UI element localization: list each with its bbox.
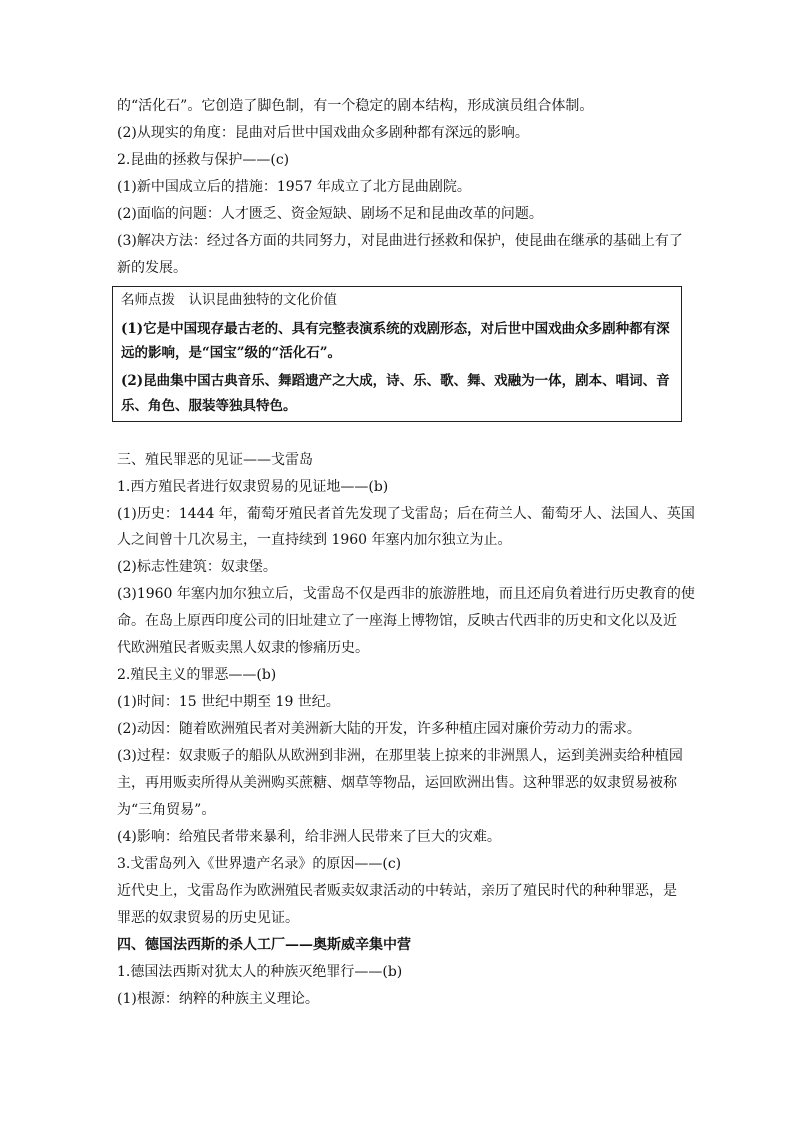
text-line: (1)时间：15 世纪中期至 19 世纪。: [117, 694, 340, 710]
tip-box-line: 远的影响，是“国宝”级的“活化石”。: [121, 345, 342, 361]
section-heading: 1.德国法西斯对犹太人的种族灭绝罪行——(b): [117, 964, 403, 980]
section-heading: 1.西方殖民者进行奴隶贸易的见证地——(b): [117, 479, 389, 495]
text-line: 代欧洲殖民者贩卖黑人奴隶的惨痛历史。: [117, 640, 369, 656]
text-line: (2)标志性建筑：奴隶堡。: [117, 559, 277, 575]
text-line: (1)新中国成立后的措施：1957 年成立了北方昆曲剧院。: [117, 179, 471, 195]
section-heading: 2.殖民主义的罪恶——(b): [117, 667, 277, 683]
text-line: 的“活化石”。它创造了脚色制，有一个稳定的剧本结构，形成演员组合体制。: [117, 98, 594, 114]
text-line: 人之间曾十几次易主，一直持续到 1960 年塞内加尔独立为止。: [117, 532, 512, 548]
text-line: (1)历史：1444 年，葡萄牙殖民者首先发现了戈雷岛；后在荷兰人、葡萄牙人、法国人、英国: [117, 506, 695, 522]
text-line: (1)根源：纳粹的种族主义理论。: [117, 991, 319, 1007]
section-heading: 3.戈雷岛列入《世界遗产名录》的原因——(c): [117, 856, 402, 872]
teacher-tip-box: [112, 286, 682, 422]
text-line: (2)动因：随着欧洲殖民者对美洲新大陆的开发，许多种植庄园对廉价劳动力的需求。: [117, 721, 641, 737]
text-line: (2)从现实的角度：昆曲对后世中国戏曲众多剧种都有深远的影响。: [117, 125, 529, 141]
tip-box-line: (2)昆曲集中国古典音乐、舞蹈遗产之大成，诗、乐、歌、舞、戏融为一体，剧本、唱词、音: [121, 373, 670, 389]
chapter-heading: 四、德国法西斯的杀人工厂——奥斯威辛集中营: [117, 937, 411, 953]
text-line: 近代史上，戈雷岛作为欧洲殖民者贩卖奴隶活动的中转站，亲历了殖民时代的种种罪恶，是: [117, 883, 677, 899]
text-line: 新的发展。: [117, 260, 187, 276]
tip-box-line: 乐、角色、服装等独具特色。: [121, 398, 297, 414]
text-line: (2)面临的问题：人才匮乏、资金短缺、剧场不足和昆曲改革的问题。: [117, 206, 543, 222]
text-line: (3)1960 年塞内加尔独立后，戈雷岛不仅是西非的旅游胜地，而且还肩负着进行历史教育的使: [117, 586, 695, 602]
text-line: 命。在岛上原西印度公司的旧址建立了一座海上博物馆，反映古代西非的历史和文化以及近: [117, 613, 677, 629]
chapter-heading: 三、殖民罪恶的见证——戈雷岛: [117, 452, 313, 468]
tip-box-line: (1)它是中国现存最古老的、具有完整表演系统的戏剧形态，对后世中国戏曲众多剧种都有深: [121, 321, 670, 337]
text-line: 为“三角贸易”。: [117, 802, 216, 818]
section-heading: 2.昆曲的拯救与保护——(c): [117, 152, 290, 168]
text-line: 主，再用贩卖所得从美洲购买蔗糖、烟草等物品，运回欧洲出售。这种罪恶的奴隶贸易被称: [117, 775, 677, 791]
text-line: 罪恶的奴隶贸易的历史见证。: [117, 910, 299, 926]
tip-box-title: 名师点拨 认识昆曲独特的文化价值: [121, 292, 337, 308]
text-line: (3)解决方法：经过各方面的共同努力，对昆曲进行拯救和保护，使昆曲在继承的基础上有了: [117, 233, 683, 249]
text-line: (3)过程：奴隶贩子的船队从欧洲到非洲，在那里装上掠来的非洲黑人，运到美洲卖给种植园: [117, 748, 683, 764]
text-line: (4)影响：给殖民者带来暴利，给非洲人民带来了巨大的灾难。: [117, 829, 501, 845]
